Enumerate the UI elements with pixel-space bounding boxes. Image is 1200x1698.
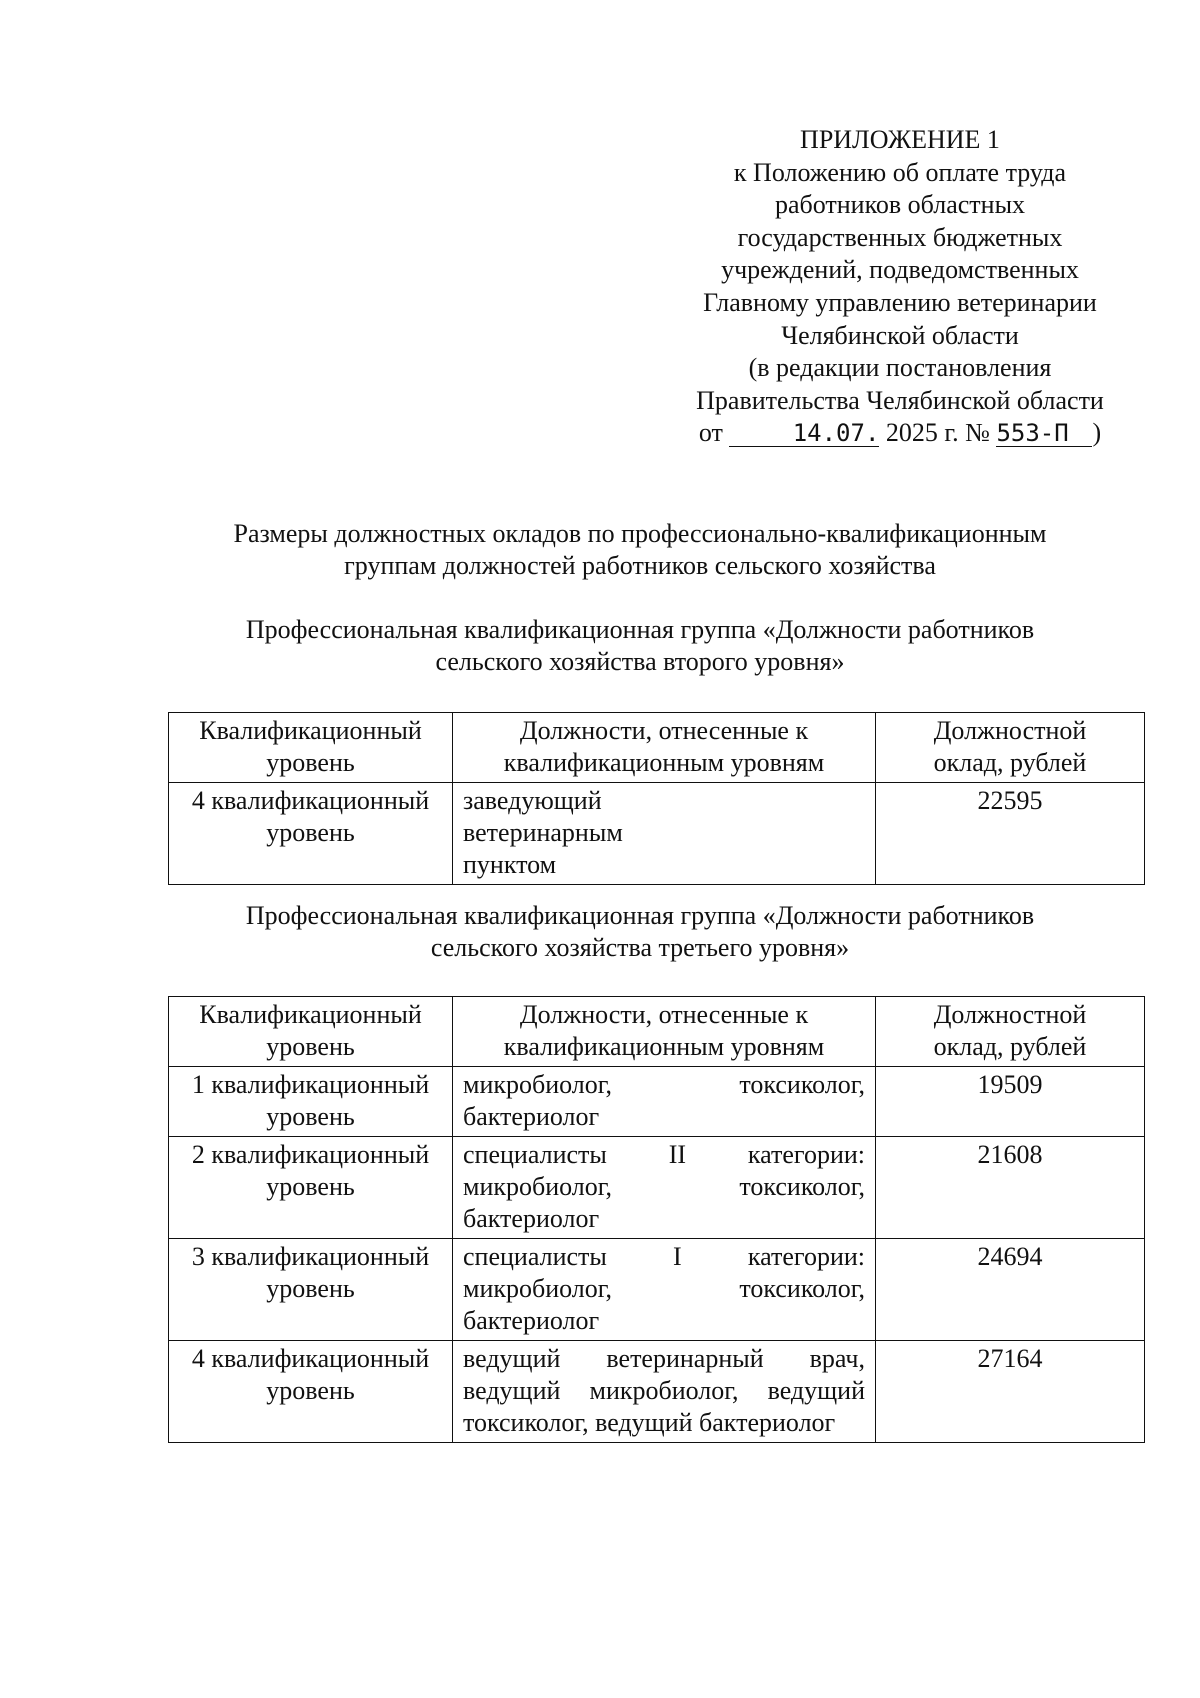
header-cell-salary [876, 997, 1145, 1067]
level-text: 1 квалификационный [191, 1070, 430, 1099]
heading-line: Размеры должностных окладов по профессионально-квалификационным [233, 519, 1047, 548]
group-heading-line: Профессиональная квалификационная группа «Должности работников [245, 901, 1035, 930]
level-cell [169, 783, 453, 885]
header-text: Квалификационный [199, 1000, 422, 1029]
table-row [169, 1239, 1145, 1341]
appendix-line: работников областных [774, 190, 1026, 220]
group2-heading [150, 900, 1130, 964]
header-cell-positions [453, 997, 876, 1067]
header-cell-salary [876, 713, 1145, 783]
header-text: Должности, отнесенные к [519, 716, 809, 745]
salary-table-level2 [168, 712, 1145, 885]
appendix-block [660, 124, 1140, 450]
header-text: оклад, рублей [933, 748, 1087, 777]
level-text: 3 квалификационный [191, 1242, 430, 1271]
salary-table-level3 [168, 996, 1145, 1443]
group-heading-line: сельского хозяйства второго уровня» [435, 647, 845, 676]
level-cell [169, 1239, 453, 1341]
level-text: 2 квалификационный [191, 1140, 430, 1169]
level-text: уровень [266, 1376, 355, 1405]
header-text: уровень [266, 748, 355, 777]
salary-cell: 22595 [876, 783, 1145, 885]
table-row [169, 1137, 1145, 1239]
level-text: уровень [266, 818, 355, 847]
header-cell-positions [453, 713, 876, 783]
resolution-number: 553-П [996, 420, 1092, 447]
salary-cell: 19509 [876, 1067, 1145, 1137]
level-cell [169, 1067, 453, 1137]
positions-cell: ведущий ветеринарный врач, ведущий микробиолог, ведущий токсиколог, ведущий бактериолог [453, 1341, 876, 1443]
resolution-date-line [660, 417, 1140, 450]
header-text: уровень [266, 1032, 355, 1061]
header-text: Должностной [933, 1000, 1087, 1029]
table-header-row [169, 997, 1145, 1067]
date-prefix: от [698, 418, 723, 448]
header-text: квалификационным уровням [503, 748, 825, 777]
header-text: Должности, отнесенные к [519, 1000, 809, 1029]
positions-cell: специалисты I категории: микробиолог, токсиколог, бактериолог [453, 1239, 876, 1341]
closing-paren: ) [1092, 418, 1102, 448]
positions-cell: специалисты II категории: микробиолог, токсиколог, бактериолог [453, 1137, 876, 1239]
header-cell-level [169, 713, 453, 783]
document-heading [150, 518, 1130, 582]
appendix-line: Главному управлению ветеринарии [703, 287, 1097, 317]
group-heading-line: Профессиональная квалификационная группа «Должности работников [245, 615, 1035, 644]
appendix-line: (в редакции постановления [748, 353, 1052, 383]
group-heading-line: сельского хозяйства третьего уровня» [430, 933, 850, 962]
positions-cell: заведующий ветеринарным пунктом [453, 783, 876, 885]
header-cell-level [169, 997, 453, 1067]
level-cell [169, 1341, 453, 1443]
salary-cell: 27164 [876, 1341, 1145, 1443]
salary-cell: 24694 [876, 1239, 1145, 1341]
level-text: уровень [266, 1274, 355, 1303]
header-text: Должностной [933, 716, 1087, 745]
appendix-line: к Положению об оплате труда [733, 157, 1067, 187]
heading-line: группам должностей работников сельского хозяйства [344, 551, 936, 580]
header-text: оклад, рублей [933, 1032, 1087, 1061]
appendix-title: ПРИЛОЖЕНИЕ 1 [800, 125, 1000, 154]
salary-cell: 21608 [876, 1137, 1145, 1239]
table-row [169, 783, 1145, 885]
appendix-line: Правительства Челябинской области [696, 385, 1104, 415]
appendix-line: государственных бюджетных [737, 222, 1063, 252]
level-text: 4 квалификационный [191, 1344, 430, 1373]
resolution-year: 2025 г. № [885, 418, 990, 448]
header-text: квалификационным уровням [503, 1032, 825, 1061]
level-text: уровень [266, 1172, 355, 1201]
table-row [169, 1067, 1145, 1137]
header-text: Квалификационный [199, 716, 422, 745]
level-text: уровень [266, 1102, 355, 1131]
appendix-line: учреждений, подведомственных [721, 255, 1079, 285]
resolution-date: 14.07. [729, 420, 879, 447]
group1-heading [150, 614, 1130, 678]
table-row [169, 1341, 1145, 1443]
level-cell [169, 1137, 453, 1239]
table-header-row [169, 713, 1145, 783]
level-text: 4 квалификационный [191, 786, 430, 815]
positions-cell: микробиолог, токсиколог, бактериолог [453, 1067, 876, 1137]
appendix-line: Челябинской области [781, 320, 1019, 350]
